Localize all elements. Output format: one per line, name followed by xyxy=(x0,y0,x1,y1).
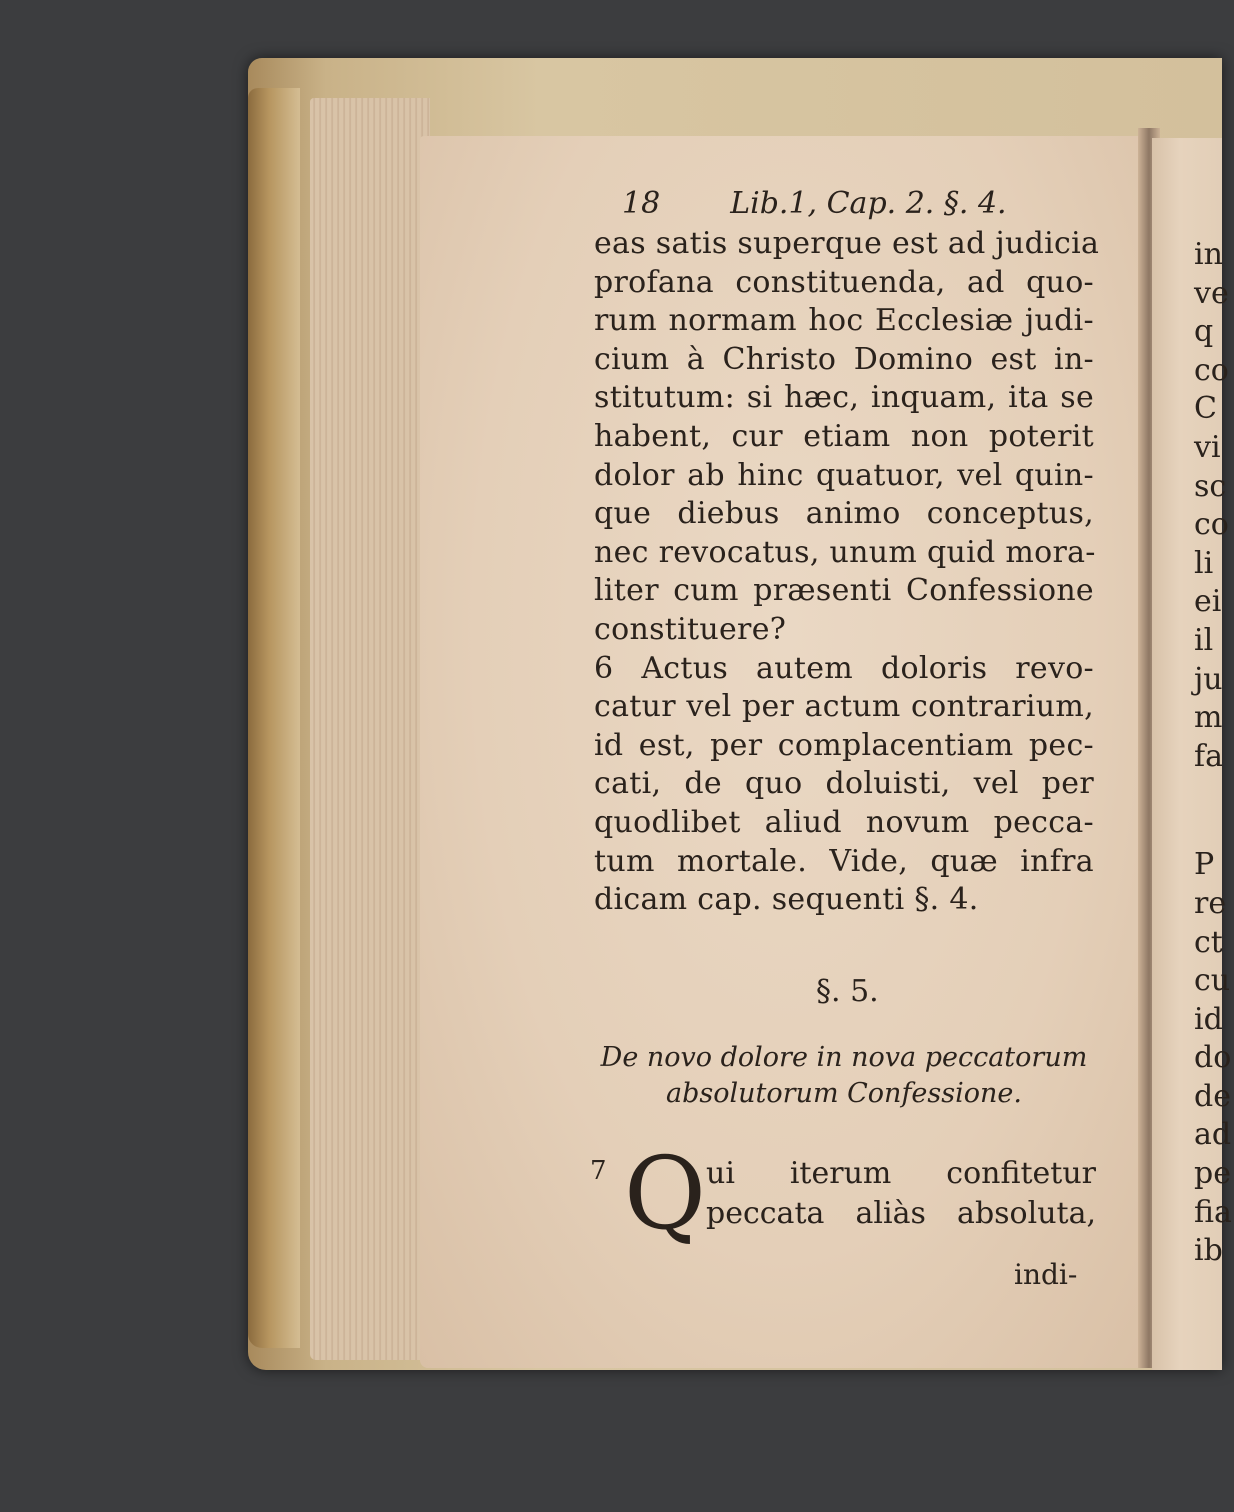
text-line: id est, per complacentiam pec- xyxy=(594,727,1094,763)
facing-line-fragment: C xyxy=(1194,391,1217,427)
facing-line-fragment: ct xyxy=(1194,924,1223,960)
section-heading xyxy=(594,1040,1094,1112)
facing-line-fragment: sc xyxy=(1194,468,1227,504)
facing-line-fragment: ei xyxy=(1194,584,1222,620)
text-line: rum normam hoc Ecclesiæ judi- xyxy=(594,303,1094,339)
page-edges xyxy=(310,98,430,1360)
text-line: liter cum præsenti Confessione xyxy=(594,573,1094,609)
facing-line-fragment: il xyxy=(1194,622,1214,658)
text-line: stitutum: si hæc, inquam, ita se xyxy=(594,380,1094,416)
facing-line-fragment: do xyxy=(1194,1040,1232,1076)
paragraph-lines xyxy=(594,225,1124,920)
facing-line-fragment: P xyxy=(1194,847,1215,883)
section-heading-line-2: absolutorum Confessione. xyxy=(666,1077,1022,1109)
facing-line-fragment: re xyxy=(1194,885,1227,921)
text-line: tum mortale. Vide, quæ infra xyxy=(594,843,1094,879)
left-page-text xyxy=(590,186,1124,1291)
text-line: constituere? xyxy=(594,611,787,647)
text-line: habent, cur etiam non poterit xyxy=(594,418,1094,454)
facing-line-fragment: ve xyxy=(1194,275,1229,311)
paragraph-7-line-1: ui iterum confitetur xyxy=(706,1155,1096,1191)
section-mark: §. 5. xyxy=(816,973,879,1009)
section-heading-line-1: De novo dolore in nova peccatorum xyxy=(600,1041,1088,1073)
facing-line-fragment: de xyxy=(1194,1078,1231,1114)
facing-line-fragment: ju xyxy=(1194,661,1223,697)
facing-line-fragment: m xyxy=(1194,700,1223,736)
facing-line-fragment: ad xyxy=(1194,1117,1232,1153)
paragraph-number: 7 xyxy=(590,1155,607,1186)
facing-line-fragment: cu xyxy=(1194,963,1231,999)
paragraph-7-line-2: peccata aliàs absoluta, xyxy=(706,1195,1096,1231)
facing-line-fragment: li xyxy=(1194,545,1214,581)
drop-cap: Q xyxy=(624,1134,706,1252)
text-line: profana constituenda, ad quo- xyxy=(594,264,1094,300)
facing-line-fragment: vi xyxy=(1194,429,1221,465)
text-line: 6 Actus autem doloris revo- xyxy=(594,650,1094,686)
facing-line-fragment: ib xyxy=(1194,1233,1223,1269)
paragraph-7 xyxy=(590,1134,1124,1291)
text-line: que diebus animo conceptus, xyxy=(594,496,1094,532)
text-line: cium à Christo Domino est in- xyxy=(594,341,1094,377)
text-line: nec revocatus, unum quid mora- xyxy=(594,534,1096,570)
facing-line-fragment: pe xyxy=(1194,1156,1231,1192)
facing-line-fragment: id xyxy=(1194,1001,1223,1037)
text-line: quodlibet aliud novum pecca- xyxy=(594,804,1094,840)
facing-line-fragment: fia xyxy=(1194,1194,1232,1230)
text-line: eas satis superque est ad judicia xyxy=(594,226,1100,261)
facing-line-fragment: co xyxy=(1194,352,1229,388)
text-line: dolor ab hinc quatuor, vel quin- xyxy=(594,457,1094,493)
facing-line-fragment: in xyxy=(1194,237,1223,272)
book-spine xyxy=(248,88,300,1348)
facing-line-fragment: q xyxy=(1194,314,1214,350)
facing-line-fragment: fa xyxy=(1194,738,1223,774)
running-head xyxy=(594,186,1124,221)
text-line: dicam cap. sequenti §. 4. xyxy=(594,882,979,918)
facing-line-fragment: co xyxy=(1194,507,1229,543)
facing-page-text xyxy=(1194,236,1234,1271)
running-title: Lib.1, Cap. 2. §. 4. xyxy=(730,186,1007,221)
text-line: cati, de quo doluisti, vel per xyxy=(594,766,1094,802)
page-number: 18 xyxy=(622,186,661,221)
catchword: indi- xyxy=(1014,1257,1078,1291)
text-line: catur vel per actum contrarium, xyxy=(594,689,1094,725)
